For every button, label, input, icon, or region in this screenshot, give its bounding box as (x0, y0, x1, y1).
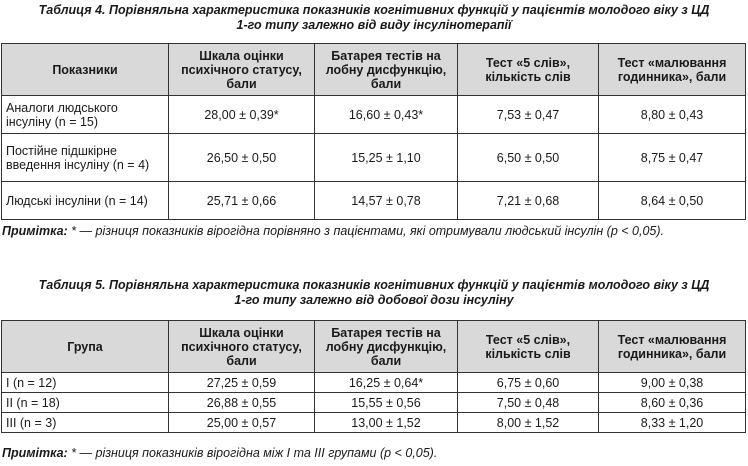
table5-caption-line2: 1-го типу залежно від добової дози інсуліну (234, 293, 514, 307)
table5-cell: 6,75 ± 0,60 (458, 373, 599, 393)
table5-header: Група (2, 321, 169, 373)
table4-cell: Постійне підшкірне введення інсуліну (n = 4) (2, 134, 169, 182)
table5-header: Батарея тестів на лобну дисфункцію, бали (315, 321, 458, 373)
table5-cell: III (n = 3) (2, 413, 169, 433)
table5-header: Тест «5 слів», кількість слів (458, 321, 599, 373)
table5-cell: I (n = 12) (2, 373, 169, 393)
table4 (1, 43, 746, 220)
table4-header: Тест «малювання годинника», бали (599, 44, 746, 96)
table-row (2, 373, 746, 393)
table5-cell: 9,00 ± 0,38 (599, 373, 746, 393)
table5-cell: 13,00 ± 1,52 (315, 413, 458, 433)
table4-cell: Аналоги людського інсуліну (n = 15) (2, 96, 169, 134)
table4-cell: 28,00 ± 0,39* (169, 96, 315, 134)
table4-header: Батарея тестів на лобну дисфункцію, бали (315, 44, 458, 96)
table5-note (2, 446, 746, 461)
table4-caption (0, 3, 748, 33)
table4-header-row (2, 44, 746, 96)
table4-caption-line1: Таблиця 4. Порівняльна характеристика показників когнітивних функцій у пацієнтів молодого віку з ЦД (38, 3, 710, 17)
table5-cell: 25,00 ± 0,57 (169, 413, 315, 433)
table4-cell: 8,75 ± 0,47 (599, 134, 746, 182)
table5-cell: 7,50 ± 0,48 (458, 393, 599, 413)
table5-cell: 26,88 ± 0,55 (169, 393, 315, 413)
table-row (2, 182, 746, 220)
table5-cell: 27,25 ± 0,59 (169, 373, 315, 393)
table5-cell: II (n = 18) (2, 393, 169, 413)
table4-note (2, 224, 746, 239)
table4-header: Тест «5 слів», кількість слів (458, 44, 599, 96)
table4-cell: Людські інсуліни (n = 14) (2, 182, 169, 220)
table5-cell: 15,55 ± 0,56 (315, 393, 458, 413)
table5-caption (0, 278, 748, 308)
table5-note-text: * — різниця показників вірогідна між I та III групами (p < 0,05). (67, 446, 438, 460)
table-row (2, 393, 746, 413)
table5-cell: 8,60 ± 0,36 (599, 393, 746, 413)
table5 (1, 320, 746, 433)
table4-note-label: Примітка: (2, 224, 68, 238)
table4-cell: 25,71 ± 0,66 (169, 182, 315, 220)
table-row (2, 96, 746, 134)
table4-cell: 7,53 ± 0,47 (458, 96, 599, 134)
table4-cell: 14,57 ± 0,78 (315, 182, 458, 220)
table4-cell: 6,50 ± 0,50 (458, 134, 599, 182)
table-row (2, 413, 746, 433)
table5-header-row (2, 321, 746, 373)
table4-cell: 7,21 ± 0,68 (458, 182, 599, 220)
table4-cell: 26,50 ± 0,50 (169, 134, 315, 182)
table5-header: Тест «малювання годинника», бали (599, 321, 746, 373)
table4-cell: 8,64 ± 0,50 (599, 182, 746, 220)
table4-header: Показники (2, 44, 169, 96)
table5-cell: 16,25 ± 0,64* (315, 373, 458, 393)
table-row (2, 134, 746, 182)
table4-note-text: * — різниця показників вірогідна порівняно з пацієнтами, які отримували людський інсулін (p < 0,05). (67, 224, 664, 238)
table4-cell: 8,80 ± 0,43 (599, 96, 746, 134)
table4-cell: 15,25 ± 1,10 (315, 134, 458, 182)
table5-header: Шкала оцінки психічного статусу, бали (169, 321, 315, 373)
table5-cell: 8,33 ± 1,20 (599, 413, 746, 433)
table4-header: Шкала оцінки психічного статусу, бали (169, 44, 315, 96)
table5-note-label: Примітка: (2, 446, 68, 460)
table5-caption-line1: Таблиця 5. Порівняльна характеристика показників когнітивних функцій у пацієнтів молодого віку з ЦД (38, 278, 710, 292)
table4-caption-line2: 1-го типу залежно від виду інсулінотерапії (236, 18, 512, 32)
table4-cell: 16,60 ± 0,43* (315, 96, 458, 134)
table5-cell: 8,00 ± 1,52 (458, 413, 599, 433)
